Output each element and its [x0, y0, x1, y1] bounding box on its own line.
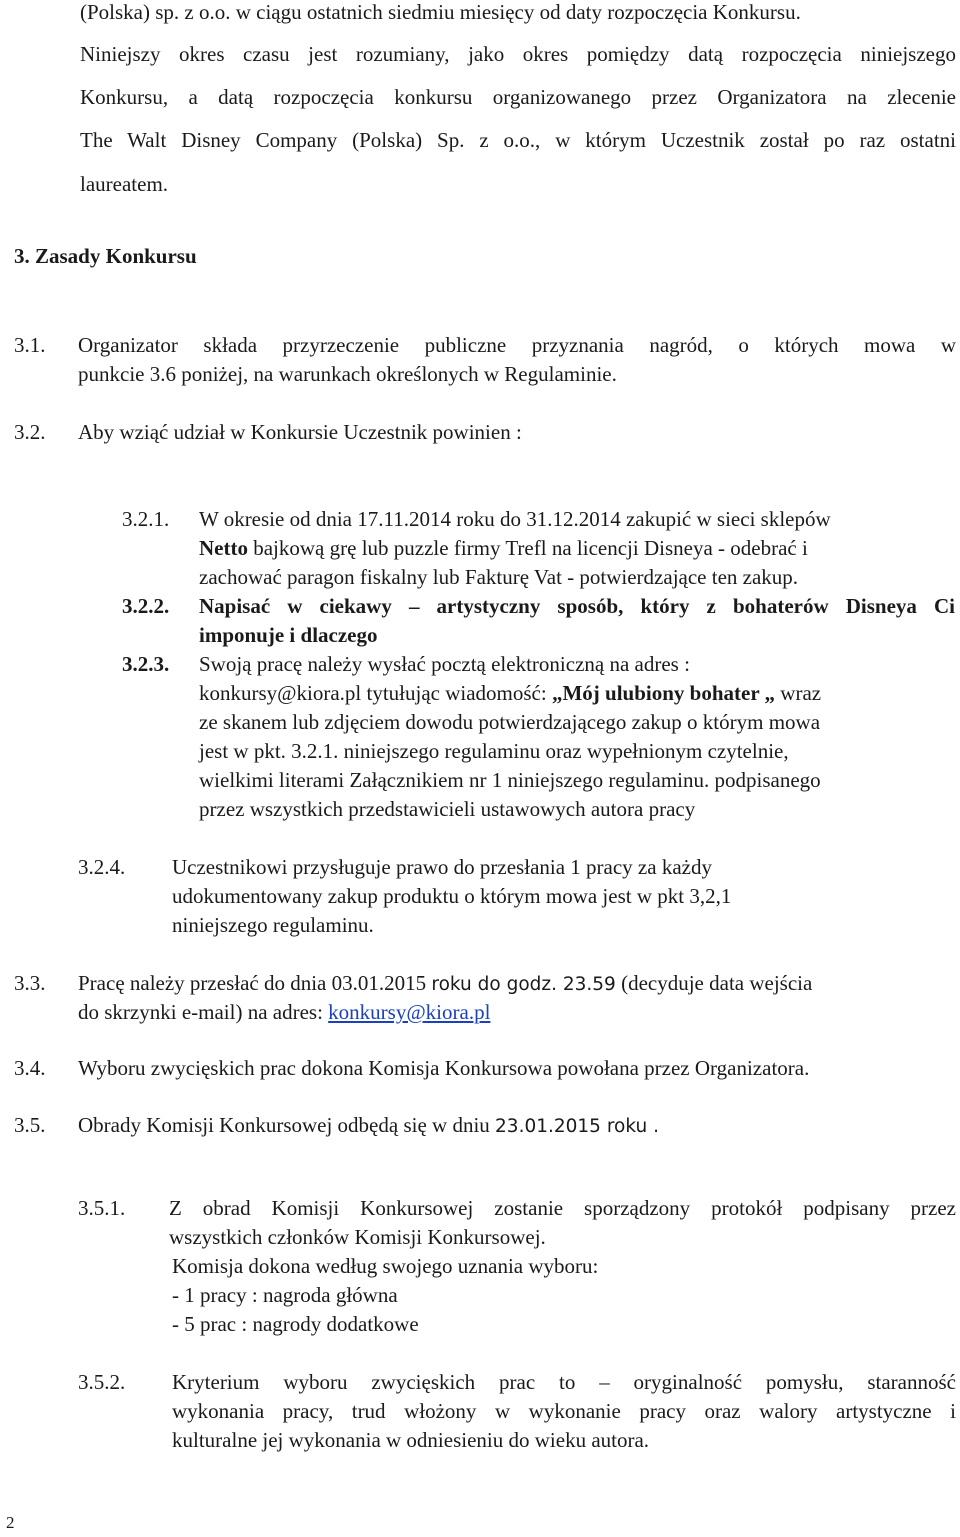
deadline-time: roku do godz. 23.59 — [431, 974, 616, 995]
intro-line-2: Niniejszy okres czasu jest rozumiany, jako okres pomiędzy datą rozpoczęcia niniejszego — [80, 42, 956, 66]
paragraph-text — [78, 1113, 659, 1139]
intro-line-4: The Walt Disney Company (Polska) Sp. z o.o., w którym Uczestnik został po raz ostatni — [80, 128, 956, 152]
subparagraph-number: 3.2.4. — [78, 855, 126, 879]
paragraph-text: Napisać w ciekawy – artystyczny sposób, który z bohaterów Disneya Ci — [199, 594, 955, 618]
paragraph-text-part: (decyduje data wejścia — [615, 971, 813, 995]
subparagraph-number: 3.2.3. — [122, 652, 170, 676]
paragraph-number: 3.1. — [14, 333, 46, 357]
paragraph-text: Kryterium wyboru zwycięskich prac to – oryginalność pomysłu, staranność — [172, 1370, 956, 1394]
page-number: 2 — [6, 1513, 15, 1532]
paragraph-text — [199, 536, 808, 560]
paragraph-text: jest w pkt. 3.2.1. niniejszego regulaminu oraz wypełnionym czytelnie, — [199, 739, 789, 763]
paragraph-text: ze skanem lub zdjęciem dowodu potwierdzającego zakup o którym mowa — [199, 710, 821, 734]
message-subject: „Mój ulubiony bohater „ — [551, 681, 776, 705]
paragraph-number: 3.2. — [14, 420, 46, 444]
subparagraph-number: 3.5.2. — [78, 1370, 126, 1394]
paragraph-text: Wyboru zwycięskich prac dokona Komisja Konkursowa powołana przez Organizatora. — [78, 1056, 810, 1080]
list-item: - 5 prac : nagrody dodatkowe — [172, 1312, 419, 1336]
paragraph-text: Organizator składa przyrzeczenie publiczne przyznania nagród, o których mowa w — [78, 333, 956, 357]
paragraph-text: W okresie od dnia 17.11.2014 roku do 31.12.2014 zakupić w sieci sklepów — [199, 507, 831, 531]
paragraph-text-rest: bajkową grę lub puzzle firmy Trefl na licencji Disneya - odebrać i — [247, 536, 808, 560]
store-name: Netto — [199, 536, 248, 560]
paragraph-text: Z obrad Komisji Konkursowej zostanie sporządzony protokół podpisany przez — [169, 1196, 956, 1220]
intro-line-1: (Polska) sp. z o.o. w ciągu ostatnich siedmiu miesięcy od daty rozpoczęcia Konkursu. — [80, 0, 801, 24]
list-item: - 1 pracy : nagroda główna — [172, 1283, 398, 1307]
paragraph-text: wielkimi literami Załącznikiem nr 1 niniejszego regulaminu. podpisanego — [199, 768, 821, 792]
paragraph-text — [78, 1000, 490, 1024]
intro-line-5: laureatem. — [80, 172, 169, 196]
subparagraph-number: 3.2.1. — [122, 507, 170, 531]
paragraph-number: 3.5. — [14, 1113, 46, 1137]
paragraph-text: zachować paragon fiskalny lub Fakturę Vat - potwierdzające ten zakup. — [199, 565, 799, 589]
paragraph-number: 3.3. — [14, 971, 46, 995]
paragraph-text — [78, 971, 812, 997]
email-text: konkursy@kiora.pl tytułując wiadomość: — [199, 681, 552, 705]
paragraph-text: punkcie 3.6 poniżej, na warunkach określonych w Regulaminie. — [78, 362, 617, 386]
paragraph-text-rest: wraz — [775, 681, 822, 705]
paragraph-text-part: Pracę należy przesłać do dnia 03.01.2015 — [78, 971, 432, 995]
paragraph-text: Swoją pracę należy wysłać pocztą elektroniczną na adres : — [199, 652, 690, 676]
paragraph-text: Aby wziąć udział w Konkursie Uczestnik powinien : — [78, 420, 522, 444]
meeting-date: 23.01.2015 roku . — [495, 1116, 659, 1137]
paragraph-number: 3.4. — [14, 1056, 46, 1080]
subparagraph-number: 3.2.2. — [122, 594, 170, 618]
paragraph-text-part: do skrzynki e-mail) na adres: — [78, 1000, 329, 1024]
paragraph-text: niniejszego regulaminu. — [172, 913, 374, 937]
paragraph-text-part: Obrady Komisji Konkursowej odbędą się w dniu — [78, 1113, 496, 1137]
paragraph-text: imponuje i dlaczego — [199, 623, 378, 647]
section-heading: 3. Zasady Konkursu — [14, 244, 197, 268]
intro-line-3: Konkursu, a datą rozpoczęcia konkursu organizowanego przez Organizatora na zlecenie — [80, 85, 956, 109]
paragraph-text: udokumentowany zakup produktu o którym mowa jest w pkt 3,2,1 — [172, 884, 732, 908]
paragraph-text: kulturalne jej wykonania w odniesieniu do wieku autora. — [172, 1428, 650, 1452]
subparagraph-number: 3.5.1. — [78, 1196, 126, 1220]
paragraph-text: wykonania pracy, trud włożony w wykonanie pracy oraz walory artystyczne i — [172, 1399, 956, 1423]
paragraph-text: Komisja dokona według swojego uznania wyboru: — [172, 1254, 599, 1278]
email-link[interactable]: konkursy@kiora.pl — [328, 1000, 491, 1024]
paragraph-text: przez wszystkich przedstawicieli ustawowych autora pracy — [199, 797, 696, 821]
paragraph-text: Uczestnikowi przysługuje prawo do przesłania 1 pracy za każdy — [172, 855, 712, 879]
paragraph-text — [199, 681, 821, 705]
paragraph-text: wszystkich członków Komisji Konkursowej. — [169, 1225, 546, 1249]
